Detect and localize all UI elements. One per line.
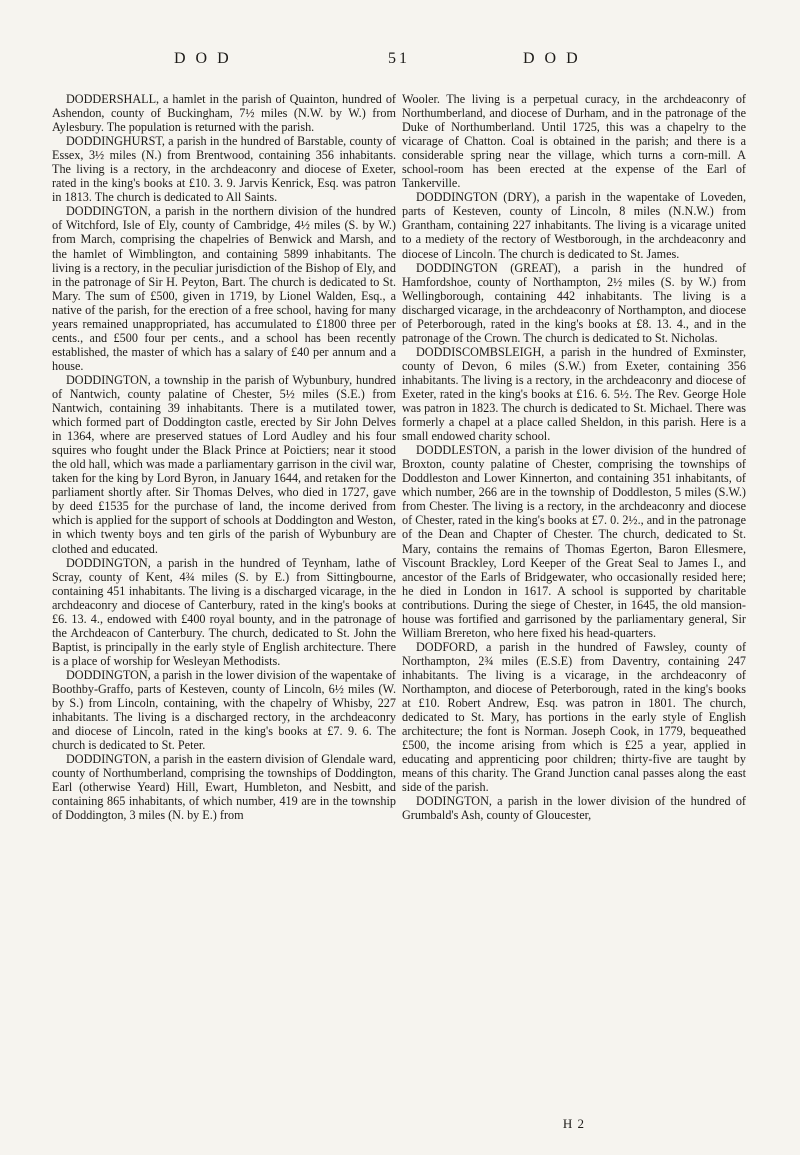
entry-doddershall: DODDERSHALL, a hamlet in the parish of Quainton, hundred of Ashendon, county of Buckingham, 7½ miles (N.W. by W.) from Aylesbury. The population is returned with the parish. (52, 92, 396, 135)
header-right: D O D (523, 50, 581, 67)
page-number: 51 (388, 50, 410, 67)
left-column (52, 92, 396, 822)
signature-mark: H 2 (562, 1116, 586, 1131)
entry-doddington-dry: DODDINGTON (DRY), a parish in the wapentake of Loveden, parts of Kesteven, county of Lincoln, 8 miles (N.N.W.) from Grantham, containing 227 inhabitants. The living is a vicarage united to a mediety of the rectory of Westborough, in the archdeaconry and diocese of Lincoln. The church is dedicated to St. James. (402, 190, 746, 261)
entry-dodford: DODFORD, a parish in the hundred of Fawsley, county of Northampton, 2¾ miles (E.S.E) from Daventry, containing 247 inhabitants. The living is a vicarage, in the archdeaconry of Northampton, and diocese of Peterborough, rated in the king's books at £10. Robert Andrew, Esq. was patron in 1801. The church, dedicated to St. Mary, has portions in the early style of English architecture; the font is Norman. Joseph Cook, in 1779, bequeathed £500, the income arising from which is £25 a year, applied in educating and apprenticing poor children; thirty-five are taught by means of this charity. The Grand Junction canal passes along the east side of the parish. (402, 639, 746, 795)
entry-doddington-great: DODDINGTON (GREAT), a parish in the hundred of Hamfordshoe, county of Northampton, 2½ miles (S. by W.) from Wellingborough, containing 442 inhabitants. The living is a discharged vicarage, in the archdeaconry of Northampton, and diocese of Peterborough, rated in the king's books at £8. 13. 4., and in the patronage of the Crown. The church is dedicated to St. Nicholas. (402, 260, 746, 345)
entry-doddington-northumberland: DODDINGTON, a parish in the eastern division of Glendale ward, county of Northumberland, comprising the townships of Doddington, Earl (otherwise Yeard) Hill, Ewart, Humbleton, and Nesbitt, and containing 865 inhabitants, of which number, 419 are in the township of Doddington, 3 miles (N. by E.) from (52, 752, 396, 823)
running-header (0, 50, 800, 74)
entry-doddleston: DODDLESTON, a parish in the lower division of the hundred of Broxton, county palatine of Chester, comprising the townships of Doddleston and Lower Kinnerton, and containing 351 inhabitants, of which number, 266 are in the township of Doddleston, 5 miles (S.W.) from Chester. The living is a rectory, in the archdeaconry and diocese of Chester, rated in the king's books at £7. 0. 2½., and in the patronage of the Dean and Chapter of Chester. The church, dedicated to St. Mary, contains the remains of Thomas Egerton, Baron Ellesmere, Viscount Brackley, Lord Keeper of the Great Seal to James I., and ancestor of the Earls of Bridgewater, who occasionally resided here; he died in London in 1617. A school is supported by charitable contributions. During the siege of Chester, in 1645, the old mansion-house was fortified and garrisoned by the parliamentary general, Sir William Brereton, who here fixed his head-quarters. (402, 443, 746, 640)
entry-doddington-lincoln: DODDINGTON, a parish in the lower division of the wapentake of Boothby-Graffo, parts of Kesteven, county of Lincoln, 6½ miles (W. by S.) from Lincoln, containing, with the chapelry of Whisby, 227 inhabitants. The living is a discharged rectory, in the archdeaconry and diocese of Lincoln, rated in the king's books at £7. 9. 6. The church is dedicated to St. Peter. (52, 667, 396, 753)
entry-doddington-kent: DODDINGTON, a parish in the hundred of Teynham, lathe of Scray, county of Kent, 4¾ miles (S. by E.) from Sittingbourne, containing 451 inhabitants. The living is a discharged vicarage, in the archdeaconry and diocese of Canterbury, rated in the king's books at £6. 13. 4., endowed with £400 royal bounty, and in the patronage of the Archdeacon of Canterbury. The church, dedicated to St. John the Baptist, is principally in the early style of English architecture. There is a place of worship for Wesleyan Methodists. (52, 555, 396, 668)
entry-doddington-cambridge: DODDINGTON, a parish in the northern division of the hundred of Witchford, Isle of Ely, county of Cambridge, 4½ miles (S. by W.) from March, comprising the chapelries of Benwick and Marsh, and the hamlet of Wimblington, and containing 5899 inhabitants. The living is a rectory, in the peculiar jurisdiction of the Bishop of Ely, and in the patronage of Sir H. Peyton, Bart. The church is dedicated to St. Mary. The sum of £500, given in 1719, by Lionel Walden, Esq., a native of the parish, for the erection of a free school, having for many years remained unappropriated, has accumulated to £1800 three per cents., and £500 four per cents., and a school has been recently established, the master of which has a salary of £40 per annum and a house. (52, 204, 396, 373)
entry-continuation: Wooler. The living is a perpetual curacy, in the archdeaconry of Northumberland, and diocese of Durham, and in the patronage of the Duke of Northumberland. Until 1725, this was a chapelry to the vicarage of Chatton. Coal is obtained in the parish; and there is a considerable spring near the village, which turns a corn-mill. A school-room has been erected at the expense of the Earl of Tankerville. (402, 92, 746, 191)
entry-doddinghurst: DODDINGHURST, a parish in the hundred of Barstable, county of Essex, 3½ miles (N.) from Brentwood, containing 356 inhabitants. The living is a rectory, in the archdeaconry and diocese of Exeter, rated in the king's books at £10. 3. 9. Jarvis Kenrick, Esq. was patron in 1813. The church is dedicated to All Saints. (52, 134, 396, 205)
right-column (402, 92, 746, 822)
entry-dodington: DODINGTON, a parish in the lower division of the hundred of Grumbald's Ash, county of Gloucester, (402, 794, 746, 823)
header-left: D O D (174, 50, 232, 67)
entry-doddington-chester: DODDINGTON, a township in the parish of Wybunbury, hundred of Nantwich, county palatine of Chester, 5½ miles (S.E.) from Nantwich, containing 39 inhabitants. There is a mutilated tower, which formed part of Doddington castle, erected by Sir John Delves in 1364, where are preserved statues of Lord Audley and his four squires who fought under the Black Prince at Poictiers; near it stood the old hall, which was made a parliamentary garrison in the civil war, taken for the king by Lord Byron, in January 1644, and retaken for the parliament shortly after. Sir Thomas Delves, who died in 1727, gave by deed £1535 for the purchase of land, the income derived from which is applied for the support of schools at Doddington and Weston, in which twenty boys and ten girls of the parish of Wybunbury are clothed and educated. (52, 372, 396, 556)
entry-doddiscombsleigh: DODDISCOMBSLEIGH, a parish in the hundred of Exminster, county of Devon, 6 miles (S.W.) from Exeter, containing 356 inhabitants. The living is a rectory, in the archdeaconry and diocese of Exeter, rated in the king's books at £16. 6. 5½. The Rev. George Hole was patron in 1823. The church is dedicated to St. Michael. There was formerly a chapel at a place called Sheldon, in this parish. Here is a small endowed charity school. (402, 344, 746, 444)
